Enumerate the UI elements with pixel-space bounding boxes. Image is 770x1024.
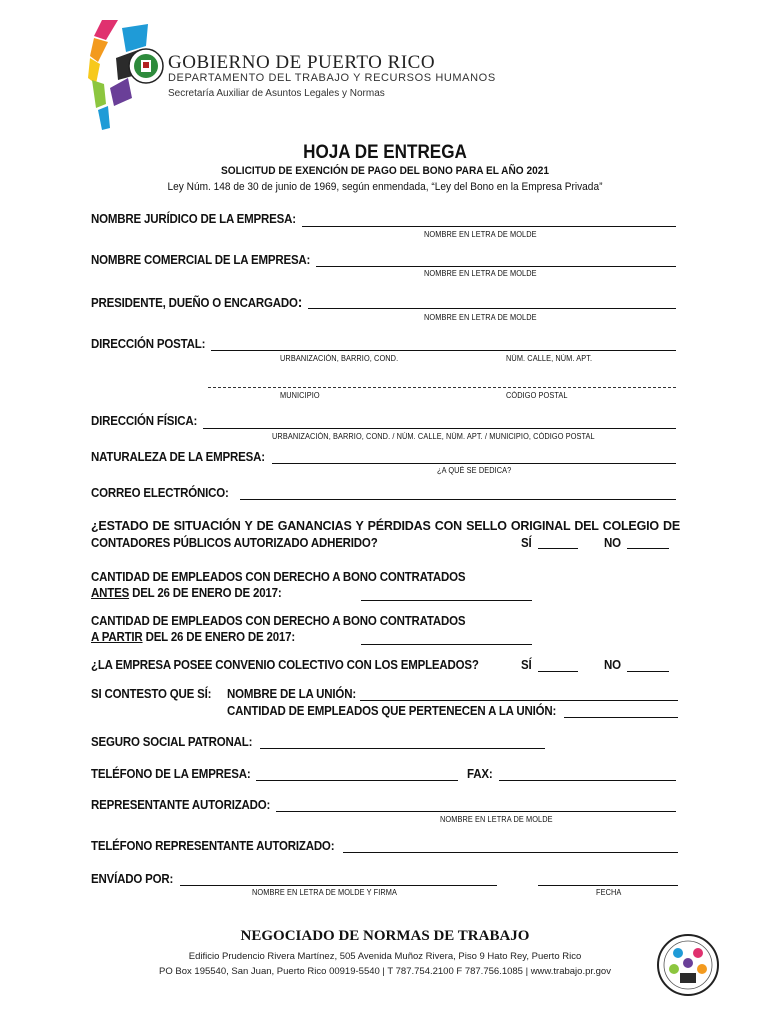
question-estado-situacion [91, 519, 680, 533]
field-antes[interactable] [361, 600, 532, 601]
apartir-line1: CANTIDAD DE EMPLEADOS CON DERECHO A BONO CONTRATADOS [91, 614, 466, 628]
subtitle: SOLICITUD DE EXENCIÓN DE PAGO DEL BONO PARA EL AÑO 2021 [220, 165, 550, 177]
hint-fecha: FECHA [596, 888, 622, 897]
field-presidente[interactable] [308, 308, 676, 309]
label-presidente-colon: : [297, 294, 303, 311]
field-naturaleza[interactable] [272, 463, 676, 464]
footer-office: NEGOCIADO DE NORMAS DE TRABAJO [240, 928, 530, 944]
convenio-no-field[interactable] [627, 671, 669, 672]
convenio-no-label: NO [604, 658, 621, 672]
field-telefono-representante[interactable] [343, 852, 678, 853]
hint-representante: NOMBRE EN LETRA DE MOLDE [440, 815, 553, 824]
hint-urbanizacion: URBANIZACIÓN, BARRIO, COND. [280, 354, 399, 363]
apartir-underlined: A PARTIR [91, 630, 143, 644]
footer-contact: PO Box 195540, San Juan, Puerto Rico 00919-5540 | T 787.754.2100 F 787.756.1085 | www.trabajo.pr.gov [159, 966, 611, 977]
footer-address: Edificio Prudencio Rivera Martínez, 505 Avenida Muñoz Rivera, Piso 9 Hato Rey, Puerto Rico [188, 951, 582, 962]
hint-nombre-comercial: NOMBRE EN LETRA DE MOLDE [424, 269, 537, 278]
convenio-si-label: SÍ [521, 658, 532, 672]
hint-molde-firma: NOMBRE EN LETRA DE MOLDE Y FIRMA [252, 888, 398, 897]
label-telefono-representante: TELÉFONO REPRESENTANTE AUTORIZADO: [91, 839, 335, 853]
hint-num-calle: NÚM. CALLE, NÚM. APT. [506, 354, 593, 363]
hint-direccion-fisica: URBANIZACIÓN, BARRIO, COND. / NÚM. CALLE, NÚM. APT. / MUNICIPIO, CÓDIGO POSTAL [272, 432, 595, 441]
label-presidente [91, 294, 302, 311]
label-representante: REPRESENTANTE AUTORIZADO: [91, 798, 271, 812]
hint-presidente: NOMBRE EN LETRA DE MOLDE [424, 313, 537, 322]
field-telefono-empresa[interactable] [256, 780, 458, 781]
page-title: HOJA DE ENTREGA [303, 142, 467, 163]
gov-title: GOBIERNO DE PUERTO RICO [168, 52, 436, 73]
antes-underlined: ANTES [91, 586, 130, 600]
antes-line2 [91, 586, 281, 600]
department-name: DEPARTAMENTO DEL TRABAJO Y RECURSOS HUMANOS [168, 72, 496, 84]
label-nombre-comercial: NOMBRE COMERCIAL DE LA EMPRESA: [91, 253, 311, 267]
label-si-contesto: SI CONTESTO QUE SÍ: [91, 687, 212, 701]
label-presidente-text: PRESIDENTE, DUEÑO O ENCARGADO [91, 296, 298, 310]
field-cantidad-union[interactable] [564, 717, 678, 718]
law-reference: Ley Núm. 148 de 30 de junio de 1969, según enmendada, “Ley del Bono en la Empresa Privada” [167, 181, 603, 193]
estado-line2: CONTADORES PÚBLICOS AUTORIZADO ADHERIDO? [91, 536, 378, 550]
hint-nombre-juridico: NOMBRE EN LETRA DE MOLDE [424, 230, 537, 239]
antes-line1: CANTIDAD DE EMPLEADOS CON DERECHO A BONO CONTRATADOS [91, 570, 466, 584]
field-apartir[interactable] [361, 644, 532, 645]
field-fecha[interactable] [538, 885, 678, 886]
field-fax[interactable] [499, 780, 676, 781]
hint-que-se-dedica: ¿A QUÉ SE DEDICA? [437, 466, 512, 475]
field-nombre-union[interactable] [360, 700, 678, 701]
field-seguro-social[interactable] [260, 748, 545, 749]
secretariat-name: Secretaría Auxiliar de Asuntos Legales y Normas [168, 88, 385, 99]
hint-municipio: MUNICIPIO [280, 391, 320, 400]
label-telefono-empresa: TELÉFONO DE LA EMPRESA: [91, 767, 251, 781]
antes-rest: DEL 26 DE ENERO DE 2017: [129, 586, 282, 600]
field-representante[interactable] [276, 811, 676, 812]
convenio-si-field[interactable] [538, 671, 578, 672]
field-direccion-postal-line1[interactable] [211, 350, 676, 351]
apartir-rest: DEL 26 DE ENERO DE 2017: [142, 630, 295, 644]
label-enviado-por: ENVÍADO POR: [91, 872, 174, 886]
field-direccion-fisica[interactable] [203, 428, 676, 429]
field-nombre-comercial[interactable] [316, 266, 676, 267]
label-seguro-social: SEGURO SOCIAL PATRONAL: [91, 735, 253, 749]
field-correo[interactable] [240, 499, 676, 500]
label-correo: CORREO ELECTRÓNICO: [91, 486, 229, 500]
estado-line1: ¿ESTADO DE SITUACIÓN Y DE GANANCIAS Y PÉRDIDAS CON SELLO ORIGINAL DEL COLEGIO DE [91, 519, 680, 533]
label-nombre-juridico: NOMBRE JURÍDICO DE LA EMPRESA: [91, 212, 296, 226]
field-enviado-por[interactable] [180, 885, 497, 886]
label-nombre-union: NOMBRE DE LA UNIÓN: [227, 687, 356, 701]
label-fax: FAX: [467, 767, 493, 781]
field-direccion-postal-line2[interactable] [208, 387, 676, 388]
estado-si-label: SÍ [521, 536, 532, 550]
estado-no-label: NO [604, 536, 621, 550]
label-convenio: ¿LA EMPRESA POSEE CONVENIO COLECTIVO CON LOS EMPLEADOS? [91, 658, 479, 672]
negociado-seal-icon [656, 933, 720, 997]
label-direccion-postal: DIRECCIÓN POSTAL: [91, 337, 206, 351]
label-direccion-fisica: DIRECCIÓN FÍSICA: [91, 414, 198, 428]
label-cantidad-union: CANTIDAD DE EMPLEADOS QUE PERTENECEN A LA UNIÓN: [227, 704, 557, 718]
label-naturaleza: NATURALEZA DE LA EMPRESA: [91, 450, 265, 464]
hint-codigo-postal: CÓDIGO POSTAL [506, 391, 568, 400]
field-nombre-juridico[interactable] [302, 226, 676, 227]
estado-si-field[interactable] [538, 548, 578, 549]
estado-no-field[interactable] [627, 548, 669, 549]
puerto-rico-seal-icon [128, 48, 164, 84]
apartir-line2 [91, 630, 295, 644]
